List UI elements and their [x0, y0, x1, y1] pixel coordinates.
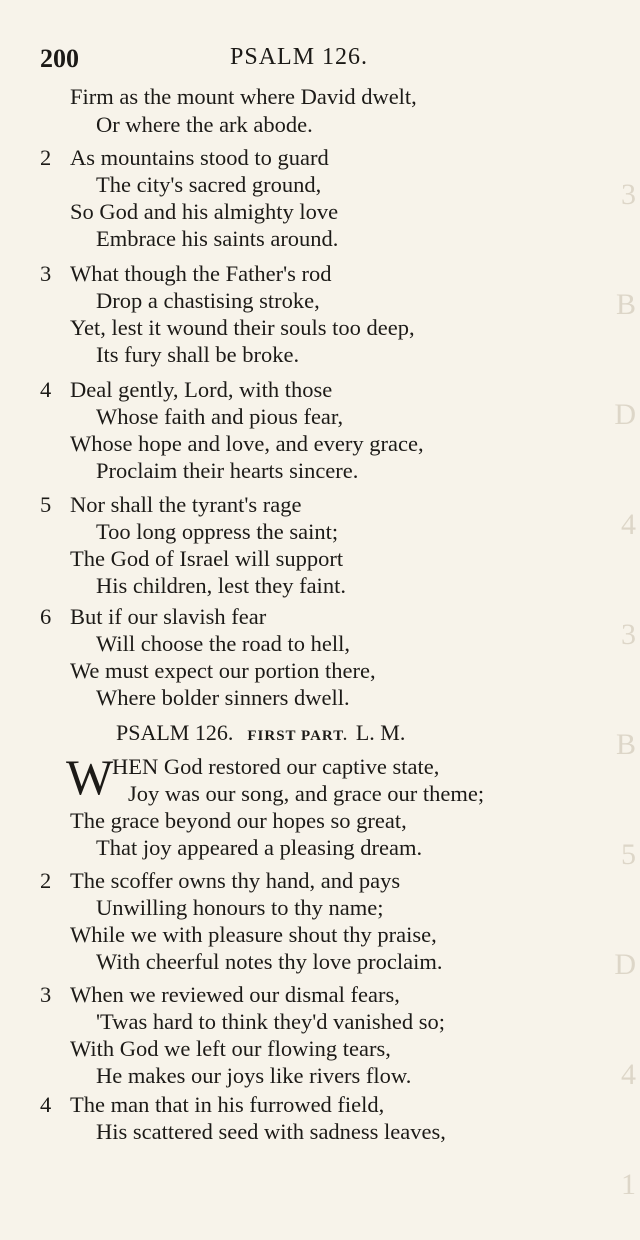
section-part: FIRST PART.	[247, 728, 348, 744]
verse-line: Embrace his saints around.	[96, 226, 339, 251]
verse-number: 6	[40, 604, 52, 629]
verse-number: 3	[40, 982, 52, 1007]
bleed-glyph: 3	[621, 178, 636, 211]
verse-line: The man that in his furrowed field,	[70, 1092, 385, 1117]
verse-line: His scattered seed with sadness leaves,	[96, 1119, 446, 1144]
running-head	[40, 44, 600, 74]
verse-line: 'Twas hard to think they'd vanished so;	[96, 1009, 445, 1034]
show-through-margin	[580, 140, 640, 1201]
verse-line: Nor shall the tyrant's rage	[70, 492, 302, 517]
section-title: PSALM 126.	[116, 720, 234, 745]
running-title: PSALM 126.	[230, 44, 369, 70]
verse-line: Whose hope and love, and every grace,	[70, 431, 424, 456]
verse-line: The God of Israel will support	[70, 546, 344, 571]
verse-line: Drop a chastising stroke,	[96, 288, 320, 313]
verse-line: Proclaim their hearts sincere.	[96, 458, 359, 483]
section-heading	[116, 720, 405, 746]
verse-line: As mountains stood to guard	[70, 145, 329, 170]
verse-line: He makes our joys like rivers flow.	[96, 1063, 412, 1088]
verse-line: Where bolder sinners dwell.	[96, 685, 350, 710]
bleed-glyph: D	[614, 398, 636, 431]
verse-line: Yet, lest it wound their souls too deep,	[70, 315, 415, 340]
verse-line: The city's sacred ground,	[96, 172, 322, 197]
verse-number: 2	[40, 145, 52, 170]
verse-line: The scoffer owns thy hand, and pays	[70, 868, 401, 893]
verse-line: While we with pleasure shout thy praise,	[70, 922, 437, 947]
verse-line: Will choose the road to hell,	[96, 631, 351, 656]
bleed-glyph: 1	[621, 1168, 636, 1201]
verse-line: Deal gently, Lord, with those	[70, 377, 333, 402]
verse-line: But if our slavish fear	[70, 604, 267, 629]
verse-line: So God and his almighty love	[70, 199, 339, 224]
verse-line: Whose faith and pious fear,	[96, 404, 344, 429]
drop-cap: W	[66, 749, 114, 805]
page-number: 200	[40, 44, 79, 73]
verse-number: 4	[40, 1092, 52, 1117]
verse-line: When we reviewed our dismal fears,	[70, 982, 400, 1007]
verse-line: Its fury shall be broke.	[96, 342, 300, 367]
verse-number: 5	[40, 492, 52, 517]
verse-line: HEN God restored our captive state,	[112, 754, 440, 779]
verse-line: Firm as the mount where David dwelt,	[70, 84, 417, 109]
bleed-glyph: 4	[621, 1058, 636, 1091]
verse-line: That joy appeared a pleasing dream.	[96, 835, 423, 860]
verse-line: With cheerful notes thy love proclaim.	[96, 949, 443, 974]
verse-line: With God we left our flowing tears,	[70, 1036, 391, 1061]
verse-line: What though the Father's rod	[70, 261, 332, 286]
verse-line: Joy was our song, and grace our theme;	[128, 781, 485, 806]
bleed-glyph: B	[615, 288, 636, 321]
verse-line: Too long oppress the saint;	[96, 519, 339, 544]
bleed-glyph: 5	[621, 838, 636, 871]
verse-line: The grace beyond our hopes so great,	[70, 808, 407, 833]
bleed-glyph: 3	[621, 618, 636, 651]
bleed-glyph: 4	[621, 508, 636, 541]
verse-number: 3	[40, 261, 52, 286]
verse-line: Unwilling honours to thy name;	[96, 895, 384, 920]
section-meter: L. M.	[355, 720, 406, 745]
bleed-glyph: D	[614, 948, 636, 981]
verse-line: We must expect our portion there,	[70, 658, 376, 683]
verse-line: Or where the ark abode.	[96, 112, 313, 137]
verse-number: 2	[40, 868, 52, 893]
verse-line: His children, lest they faint.	[96, 573, 346, 598]
verse-number: 4	[40, 377, 52, 402]
bleed-glyph: B	[615, 728, 636, 761]
